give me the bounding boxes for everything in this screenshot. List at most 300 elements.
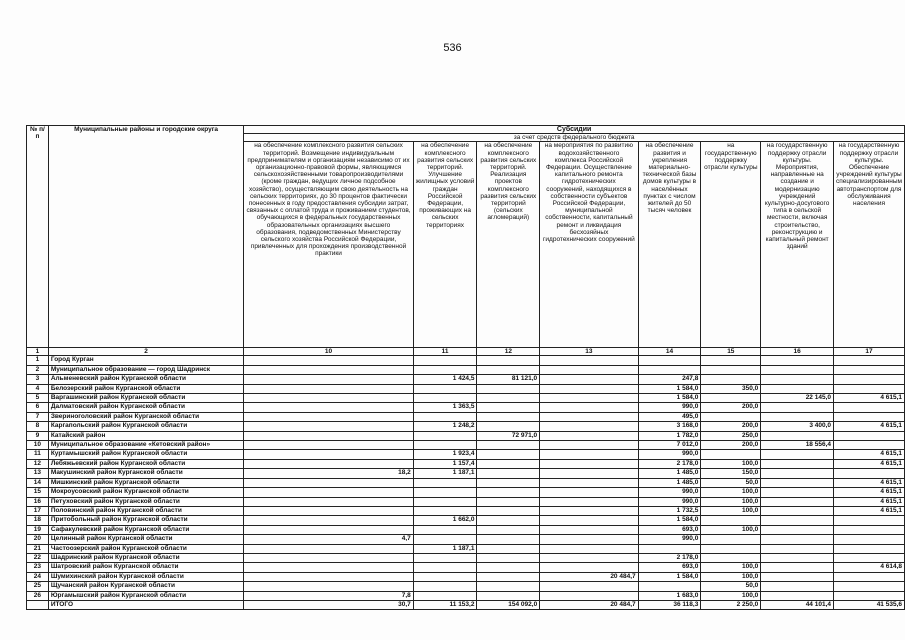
subsidy-value: [761, 544, 834, 553]
subsidy-value: [477, 459, 540, 468]
subsidy-value: [244, 384, 413, 393]
subsidy-value: 100,0: [701, 563, 761, 572]
subsidy-value: [540, 403, 638, 412]
subsidy-value: 1 584,0: [638, 516, 701, 525]
subsidy-value: 1 248,2: [413, 422, 477, 431]
subsidy-value: [477, 450, 540, 459]
subsidy-value: [701, 365, 761, 374]
total-value: 41 535,6: [834, 600, 905, 609]
subsidy-value: 22 145,0: [761, 394, 834, 403]
municipality-name: Шумихинский район Курганской области: [48, 572, 243, 581]
subsidy-value: [638, 544, 701, 553]
subsidy-value: [834, 535, 905, 544]
subsidy-value: [834, 525, 905, 534]
subsidy-value: 1 424,5: [413, 375, 477, 384]
row-number: 24: [27, 572, 49, 581]
subsidy-value: 100,0: [701, 525, 761, 534]
subsidy-value: [834, 544, 905, 553]
subsidy-value: [413, 384, 477, 393]
subsidy-value: [540, 544, 638, 553]
subsidy-value: [834, 591, 905, 600]
subsidy-value: [477, 441, 540, 450]
column-number: 16: [761, 348, 834, 356]
subsidy-value: [413, 553, 477, 562]
subsidy-value: 50,0: [701, 582, 761, 591]
subsidy-value: [477, 544, 540, 553]
subsidy-value: 4 615,1: [834, 450, 905, 459]
subsidy-value: [761, 365, 834, 374]
row-number: 9: [27, 431, 49, 440]
subsidy-value: [413, 356, 477, 365]
table-row: [27, 412, 905, 421]
municipality-name: Половинский район Курганской области: [48, 506, 243, 515]
subsidy-value: 100,0: [701, 506, 761, 515]
municipality-name: Юргамышский район Курганской области: [48, 591, 243, 600]
subsidy-value: [638, 356, 701, 365]
subsidy-value: [477, 563, 540, 572]
header-col16: на государственную поддержку отрасли культуры. Мероприятия, направленные на создание и модернизацию учреждений культурно-досугового типа в сельской местности, включая строительство, реконструкцию и капитальный ремонт зданий: [761, 142, 834, 348]
subsidy-value: 3 400,0: [761, 422, 834, 431]
subsidy-value: [244, 412, 413, 421]
subsidy-value: [477, 535, 540, 544]
subsidy-value: [413, 582, 477, 591]
table-row: [27, 544, 905, 553]
subsidy-value: [701, 394, 761, 403]
subsidy-value: [244, 544, 413, 553]
municipality-name: Мишкинский район Курганской области: [48, 478, 243, 487]
column-number: 10: [244, 348, 413, 356]
subsidy-value: 1 363,5: [413, 403, 477, 412]
column-number: 1: [27, 348, 49, 356]
subsidy-value: 100,0: [701, 488, 761, 497]
subsidy-value: [477, 497, 540, 506]
subsidy-value: [244, 431, 413, 440]
subsidy-value: [413, 488, 477, 497]
municipality-name: Белозерский район Курганской области: [48, 384, 243, 393]
subsidy-value: 247,8: [638, 375, 701, 384]
subsidy-value: [540, 535, 638, 544]
table-row: [27, 506, 905, 515]
subsidy-value: 4 615,1: [834, 478, 905, 487]
table-row: [27, 516, 905, 525]
subsidy-value: [244, 582, 413, 591]
subsidy-value: [761, 403, 834, 412]
header-col11: на обеспечение комплексного развития сельских территорий. Улучшение жилищных условий граждан Российской Федерации, проживающих на сельских территориях: [413, 142, 477, 348]
subsidy-value: [701, 375, 761, 384]
row-number: 6: [27, 403, 49, 412]
subsidy-value: 3 168,0: [638, 422, 701, 431]
subsidy-value: [477, 403, 540, 412]
subsidy-value: 990,0: [638, 450, 701, 459]
table-row: [27, 375, 905, 384]
subsidy-value: 1 584,0: [638, 572, 701, 581]
subsidy-value: [701, 356, 761, 365]
row-number: 11: [27, 450, 49, 459]
table-row: [27, 356, 905, 365]
subsidy-value: 1 662,0: [413, 516, 477, 525]
subsidy-value: [761, 459, 834, 468]
municipality-name: Шадринский район Курганской области: [48, 553, 243, 562]
municipality-name: Сафакулевский район Курганской области: [48, 525, 243, 534]
subsidy-value: [761, 506, 834, 515]
subsidy-value: [244, 403, 413, 412]
subsidy-value: 990,0: [638, 497, 701, 506]
total-row: [27, 600, 905, 609]
subsidy-value: [244, 506, 413, 515]
header-name: Муниципальные районы и городские округа: [48, 126, 243, 348]
municipality-name: Муниципальное образование — город Шадринск: [48, 365, 243, 374]
row-number: 16: [27, 497, 49, 506]
subsidy-value: 4 615,1: [834, 506, 905, 515]
subsidy-value: [540, 441, 638, 450]
total-value: 36 118,3: [638, 600, 701, 609]
subsidy-value: [540, 497, 638, 506]
municipality-name: Катайский район: [48, 431, 243, 440]
subsidy-value: [701, 516, 761, 525]
subsidy-value: 990,0: [638, 403, 701, 412]
total-label: ИТОГО: [48, 600, 243, 609]
subsidy-value: 18,2: [244, 469, 413, 478]
subsidy-value: 200,0: [701, 403, 761, 412]
subsidy-value: [834, 384, 905, 393]
subsidy-value: [244, 459, 413, 468]
subsidy-value: [540, 450, 638, 459]
column-number: 12: [477, 348, 540, 356]
column-number: 2: [48, 348, 243, 356]
subsidy-value: [540, 384, 638, 393]
subsidy-value: [761, 488, 834, 497]
subsidy-value: [540, 356, 638, 365]
subsidy-value: 2 178,0: [638, 459, 701, 468]
municipality-name: Куртамышский район Курганской области: [48, 450, 243, 459]
subsidy-value: [761, 535, 834, 544]
subsidy-value: [477, 365, 540, 374]
subsidy-value: [761, 591, 834, 600]
column-number: 11: [413, 348, 477, 356]
subsidy-value: [761, 412, 834, 421]
subsidy-value: [761, 356, 834, 365]
row-number: 7: [27, 412, 49, 421]
municipality-name: Город Курган: [48, 356, 243, 365]
row-number: 18: [27, 516, 49, 525]
subsidy-value: 4 615,1: [834, 497, 905, 506]
row-number: 4: [27, 384, 49, 393]
subsidy-value: [244, 450, 413, 459]
subsidy-value: [540, 506, 638, 515]
subsidy-value: [540, 525, 638, 534]
row-number: 12: [27, 459, 49, 468]
column-number: 15: [701, 348, 761, 356]
subsidy-value: [413, 478, 477, 487]
subsidy-value: 100,0: [701, 591, 761, 600]
row-number: 5: [27, 394, 49, 403]
subsidy-value: [477, 572, 540, 581]
subsidy-value: [244, 488, 413, 497]
subsidy-value: [834, 412, 905, 421]
subsidy-value: [701, 553, 761, 562]
total-value: [27, 600, 49, 609]
municipality-name: Далматовский район Курганской области: [48, 403, 243, 412]
subsidy-value: 1 485,0: [638, 469, 701, 478]
subsidy-value: [477, 506, 540, 515]
municipality-name: Каргапольский район Курганской области: [48, 422, 243, 431]
subsidy-value: [834, 553, 905, 562]
subsidy-value: [244, 572, 413, 581]
subsidy-value: [244, 516, 413, 525]
column-number: 14: [638, 348, 701, 356]
column-number: 17: [834, 348, 905, 356]
subsidy-value: 990,0: [638, 535, 701, 544]
row-number: 19: [27, 525, 49, 534]
subsidy-value: 4 615,1: [834, 459, 905, 468]
table-row: [27, 422, 905, 431]
municipality-name: Целинный район Курганской области: [48, 535, 243, 544]
subsidy-value: [244, 553, 413, 562]
total-value: 2 250,0: [701, 600, 761, 609]
subsidy-value: 50,0: [701, 478, 761, 487]
header-col10: на обеспечение комплексного развития сельских территорий. Возмещение индивидуальным предпринимателям и организациям независимо от их организационно-правовой формы, являющимся сельскохозяйственными товаропроизводителями (кроме граждан, ведущих личное подсобное хозяйство), осуществляющим свою деятельность на сельских территориях, до 30 процентов фактически понесенных в году предоставления субсидии затрат, связанных с оплатой труда и проживанием студентов, обучающихся в федеральных государственных образовательных организациях высшего образования, подведомственных Министерству сельского хозяйства Российской Федерации, привлеченных для прохождения производственной практики: [244, 142, 413, 348]
municipality-name: Звериноголовский район Курганской области: [48, 412, 243, 421]
subsidy-value: 4 615,1: [834, 394, 905, 403]
subsidy-value: [413, 572, 477, 581]
table-row: [27, 365, 905, 374]
subsidy-value: [540, 478, 638, 487]
subsidy-value: 100,0: [701, 459, 761, 468]
municipality-name: Притобольный район Курганской области: [48, 516, 243, 525]
subsidy-value: [540, 431, 638, 440]
subsidy-value: 7,8: [244, 591, 413, 600]
subsidy-value: 1 923,4: [413, 450, 477, 459]
subsidy-value: [834, 356, 905, 365]
subsidy-value: 1 732,5: [638, 506, 701, 515]
subsidy-value: [244, 563, 413, 572]
subsidy-value: [244, 441, 413, 450]
row-number: 26: [27, 591, 49, 600]
column-number: 13: [540, 348, 638, 356]
subsidy-value: [413, 497, 477, 506]
subsidy-value: [761, 384, 834, 393]
subsidy-value: 350,0: [701, 384, 761, 393]
total-value: 44 101,4: [761, 600, 834, 609]
table-row: [27, 535, 905, 544]
total-value: 20 484,7: [540, 600, 638, 609]
header-col12: на обеспечение комплексного развития сельских территорий. Реализация проектов комплексного развития сельских территорий (сельских агломераций): [477, 142, 540, 348]
subsidy-value: 4,7: [244, 535, 413, 544]
subsidy-value: [761, 525, 834, 534]
subsidy-value: [477, 591, 540, 600]
table-row: [27, 459, 905, 468]
row-number: 15: [27, 488, 49, 497]
subsidy-value: 7 012,0: [638, 441, 701, 450]
subsidy-value: [540, 365, 638, 374]
subsidy-value: [761, 497, 834, 506]
subsidy-value: 4 615,1: [834, 488, 905, 497]
subsidy-value: [413, 431, 477, 440]
municipality-name: Щучанский район Курганской области: [48, 582, 243, 591]
subsidy-value: [834, 572, 905, 581]
subsidy-value: [540, 591, 638, 600]
subsidy-value: [244, 497, 413, 506]
header-col14: на обеспечение развития и укрепления материально-технической базы домов культуры в населённых пунктах с числом жителей до 50 тысяч человек: [638, 142, 701, 348]
row-number: 2: [27, 365, 49, 374]
subsidy-value: [761, 563, 834, 572]
total-value: 154 092,0: [477, 600, 540, 609]
subsidy-value: [540, 516, 638, 525]
subsidy-value: [413, 394, 477, 403]
subsidy-value: [477, 356, 540, 365]
header-num: № п/п: [27, 126, 49, 348]
subsidy-value: [477, 525, 540, 534]
subsidy-value: [540, 582, 638, 591]
subsidy-value: 1 187,1: [413, 469, 477, 478]
table-row: [27, 563, 905, 572]
subsidy-value: [413, 535, 477, 544]
subsidy-value: [413, 441, 477, 450]
subsidy-value: [540, 375, 638, 384]
subsidy-value: [834, 403, 905, 412]
row-number: 17: [27, 506, 49, 515]
row-number: 10: [27, 441, 49, 450]
subsidy-value: [761, 450, 834, 459]
subsidy-value: 1 157,4: [413, 459, 477, 468]
subsidy-value: [761, 516, 834, 525]
subsidy-value: 4 615,1: [834, 422, 905, 431]
subsidy-value: [477, 412, 540, 421]
subsidy-value: [540, 563, 638, 572]
subsidy-value: 693,0: [638, 525, 701, 534]
subsidy-value: 150,0: [701, 469, 761, 478]
row-number: 14: [27, 478, 49, 487]
row-number: 3: [27, 375, 49, 384]
subsidy-value: [413, 563, 477, 572]
subsidy-value: [834, 375, 905, 384]
subsidy-value: [477, 553, 540, 562]
subsidy-value: [477, 394, 540, 403]
subsidy-value: [761, 582, 834, 591]
table-row: [27, 469, 905, 478]
table-row: [27, 441, 905, 450]
subsidy-value: 990,0: [638, 488, 701, 497]
subsidy-value: [761, 431, 834, 440]
subsidy-value: 200,0: [701, 441, 761, 450]
subsidy-value: [244, 478, 413, 487]
subsidy-value: 4 614,8: [834, 563, 905, 572]
subsidy-value: 18 556,4: [761, 441, 834, 450]
subsidy-value: 1 187,1: [413, 544, 477, 553]
municipality-name: Альменевский район Курганской области: [48, 375, 243, 384]
subsidy-value: 72 971,0: [477, 431, 540, 440]
table-row: [27, 591, 905, 600]
subsidy-value: 250,0: [701, 431, 761, 440]
subsidy-value: [834, 516, 905, 525]
row-number: 8: [27, 422, 49, 431]
subsidy-value: [477, 516, 540, 525]
row-number: 20: [27, 535, 49, 544]
municipality-name: Муниципальное образование «Кетовский район»: [48, 441, 243, 450]
subsidy-value: [638, 365, 701, 374]
subsidy-value: [540, 459, 638, 468]
municipality-name: Мокроусовский район Курганской области: [48, 488, 243, 497]
table-row: [27, 431, 905, 440]
subsidy-value: 693,0: [638, 563, 701, 572]
subsidy-value: [638, 582, 701, 591]
subsidy-value: 1 782,0: [638, 431, 701, 440]
subsidy-value: [761, 572, 834, 581]
subsidy-value: 2 178,0: [638, 553, 701, 562]
subsidy-value: [477, 422, 540, 431]
table-row: [27, 572, 905, 581]
subsidies-table: [26, 125, 905, 610]
header-col15: на государственную поддержку отрасли культуры: [701, 142, 761, 348]
subsidy-value: [834, 441, 905, 450]
municipality-name: Макушинский район Курганской области: [48, 469, 243, 478]
subsidy-value: [540, 488, 638, 497]
subsidy-value: [477, 469, 540, 478]
subsidy-value: [413, 365, 477, 374]
subsidy-value: 1 485,0: [638, 478, 701, 487]
table-row: [27, 488, 905, 497]
subsidy-value: 20 484,7: [540, 572, 638, 581]
row-number: 25: [27, 582, 49, 591]
table-row: [27, 403, 905, 412]
header-subsidies: Субсидии: [244, 126, 905, 134]
subsidy-value: [761, 375, 834, 384]
subsidy-value: 100,0: [701, 572, 761, 581]
municipality-name: Петуховский район Курганской области: [48, 497, 243, 506]
subsidy-value: [477, 384, 540, 393]
subsidy-value: [540, 412, 638, 421]
subsidy-value: [834, 582, 905, 591]
subsidy-value: 1 683,0: [638, 591, 701, 600]
row-number: 1: [27, 356, 49, 365]
subsidy-value: [477, 582, 540, 591]
subsidy-value: [701, 412, 761, 421]
row-number: 22: [27, 553, 49, 562]
subsidy-value: [701, 450, 761, 459]
municipality-name: Шатровский район Курганской области: [48, 563, 243, 572]
table-row: [27, 384, 905, 393]
header-col13: на мероприятия по развитию водохозяйственного комплекса Российской Федерации. Осуществление капитального ремонта гидротехнических сооружений, находящихся в собственности субъектов Российской Федерации, муниципальной собственности, капитальный ремонт и ликвидация бесхозяйных гидротехнических сооружений: [540, 142, 638, 348]
subsidy-value: [477, 478, 540, 487]
subsidy-value: 200,0: [701, 422, 761, 431]
table-row: [27, 497, 905, 506]
row-number: 21: [27, 544, 49, 553]
subsidy-value: [701, 535, 761, 544]
table-row: [27, 478, 905, 487]
subsidy-value: [413, 591, 477, 600]
table-row: [27, 394, 905, 403]
subsidy-value: [834, 365, 905, 374]
subsidy-value: 1 584,0: [638, 384, 701, 393]
subsidy-value: 81 121,0: [477, 375, 540, 384]
total-value: 11 153,2: [413, 600, 477, 609]
row-number: 23: [27, 563, 49, 572]
table-row: [27, 553, 905, 562]
subsidy-value: 1 584,0: [638, 394, 701, 403]
subsidy-value: [761, 478, 834, 487]
header-federal: за счет средств федерального бюджета: [244, 134, 905, 142]
municipality-name: Частоозерский район Курганской области: [48, 544, 243, 553]
subsidy-value: [413, 506, 477, 515]
subsidy-value: [244, 356, 413, 365]
table-row: [27, 525, 905, 534]
table-row: [27, 582, 905, 591]
subsidy-value: [413, 412, 477, 421]
subsidy-value: [834, 469, 905, 478]
subsidy-value: [540, 422, 638, 431]
subsidy-value: 100,0: [701, 497, 761, 506]
subsidy-value: [244, 365, 413, 374]
